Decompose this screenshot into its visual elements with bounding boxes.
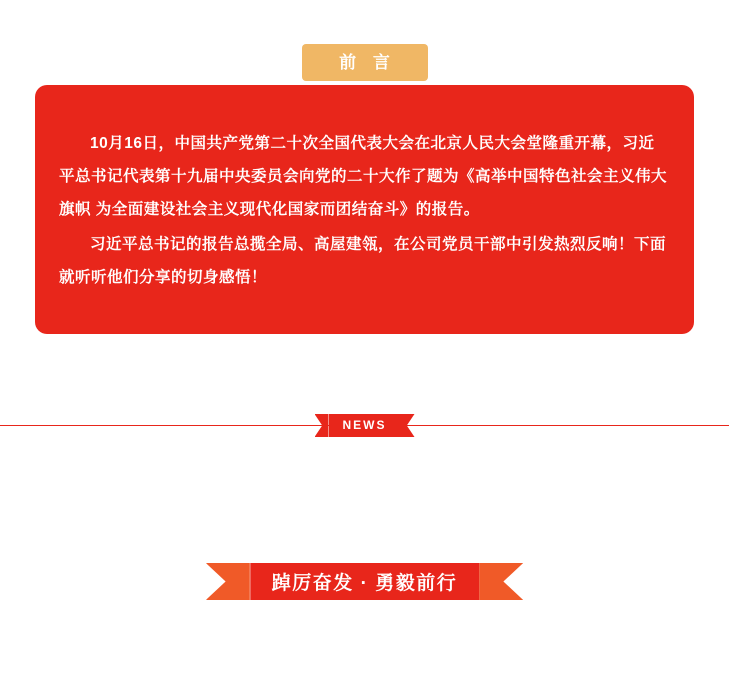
banner-right-wing-icon <box>479 563 523 600</box>
ribbon-right-tail-icon <box>401 414 415 437</box>
preface-tag-container <box>0 44 729 81</box>
slogan-banner <box>206 563 523 600</box>
preface-content-block <box>35 85 694 334</box>
news-ribbon <box>315 414 415 437</box>
banner-left-wing-icon <box>206 563 250 600</box>
slogan-banner-label: 踔厉奋发 · 勇毅前行 <box>250 563 479 600</box>
paragraph-1: 10月16日，中国共产党第二十次全国代表大会在北京人民大会堂隆重开幕，习近平总书记代表第十九届中央委员会向党的二十大作了题为《高举中国特色社会主义伟大旗帜 为全面建设社会主义现代化国家而团结奋斗》的报告。 <box>59 135 668 218</box>
ribbon-left-tail-icon <box>315 414 329 437</box>
paragraph-2: 习近平总书记的报告总揽全局、高屋建瓴，在公司党员干部中引发热烈反响！下面就听听他们分享的切身感悟！ <box>59 236 667 286</box>
news-ribbon-label: NEWS <box>329 414 401 437</box>
preface-tag: 前 言 <box>302 44 428 81</box>
